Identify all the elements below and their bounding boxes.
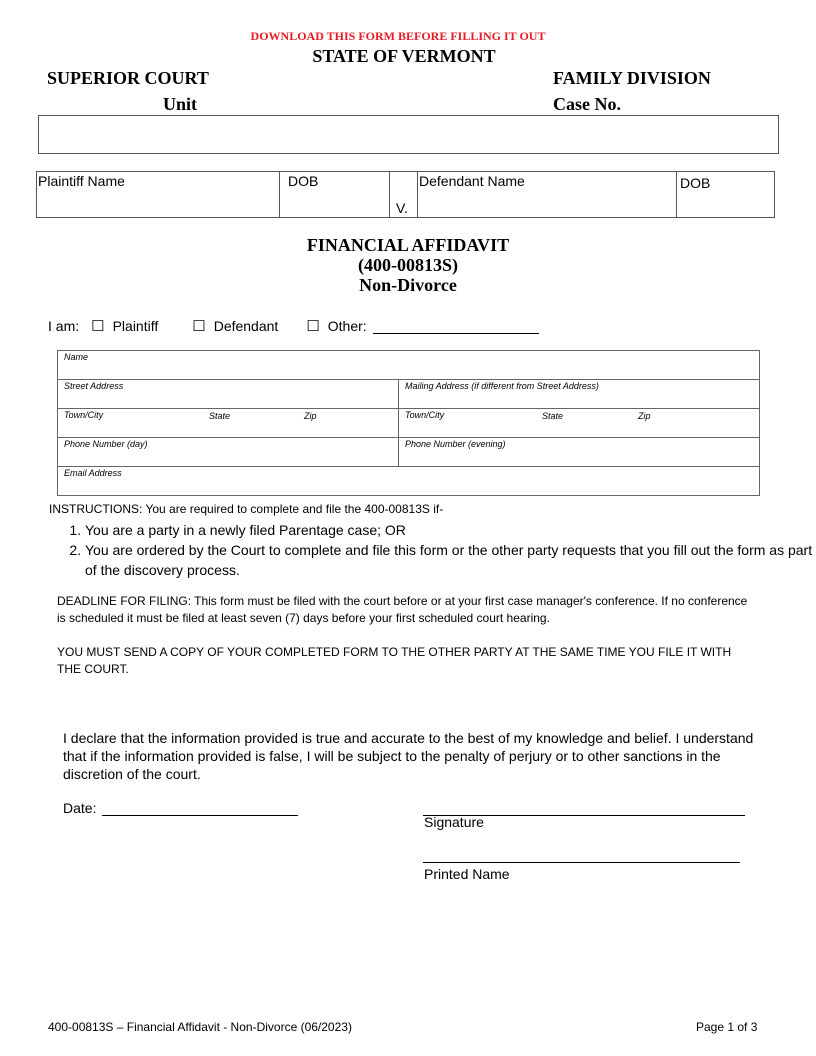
filing-deadline: DEADLINE FOR FILING: This form must be filed with the court before or at your first case manager's conference. If no conference is scheduled it must be filed at least seven (7) days before your first scheduled court hearing. <box>57 594 748 625</box>
phone-evening-field[interactable] <box>399 438 760 467</box>
name-field[interactable] <box>58 351 760 380</box>
plaintiff-name-field[interactable] <box>37 172 280 218</box>
versus-cell <box>390 172 418 218</box>
defendant-name-field[interactable] <box>418 172 677 218</box>
street-address-label: Street Address <box>64 381 124 391</box>
party-selector <box>48 317 539 335</box>
mailing-town-state-zip-field[interactable] <box>399 409 760 438</box>
street-zip-label: Zip <box>304 411 317 421</box>
other-checkbox[interactable]: ☐ <box>306 318 320 335</box>
email-field[interactable] <box>58 467 760 496</box>
instructions-list <box>47 520 816 580</box>
court-name: SUPERIOR COURT <box>47 68 209 88</box>
party-info-table <box>57 350 760 496</box>
plaintiff-dob-field[interactable] <box>280 172 390 218</box>
plaintiff-dob-label: DOB <box>288 173 319 189</box>
footer-form-id: 400-00813S – Financial Affidavit - Non-Divorce (06/2023) <box>48 1020 352 1034</box>
case-caption-table <box>36 171 775 218</box>
unit-label: Unit <box>163 94 198 114</box>
form-subtitle: Non-Divorce <box>359 275 457 295</box>
street-address-field[interactable] <box>58 380 399 409</box>
phone-day-field[interactable] <box>58 438 399 467</box>
street-state-label: State <box>209 411 231 421</box>
download-warning: DOWNLOAD THIS FORM BEFORE FILLING IT OUT <box>250 29 546 43</box>
plaintiff-name-label: Plaintiff Name <box>38 173 125 189</box>
other-input-line[interactable] <box>373 319 539 334</box>
state-heading: STATE OF VERMONT <box>312 46 496 66</box>
instructions-intro: INSTRUCTIONS: You are required to complete and file the 400-00813S if- <box>49 502 444 516</box>
case-no-label: Case No. <box>553 94 621 114</box>
defendant-option-label: Defendant <box>213 318 279 334</box>
plaintiff-checkbox[interactable]: ☐ <box>91 318 105 335</box>
email-label: Email Address <box>64 468 122 478</box>
mailing-town-label: Town/City <box>405 410 445 420</box>
name-label: Name <box>64 352 89 362</box>
phone-evening-label: Phone Number (evening) <box>405 439 506 449</box>
printed-name-label: Printed Name <box>424 866 510 882</box>
division-name: FAMILY DIVISION <box>553 68 711 88</box>
declaration-text: I declare that the information provided is true and accurate to the best of my knowledge and belief. I understand that if the information provided is false, I will be subject to the penalty of perjury or to other sanctions in the discretion of the court. <box>63 730 754 782</box>
plaintiff-option-label: Plaintiff <box>112 318 159 334</box>
date-row <box>63 800 298 816</box>
other-option[interactable] <box>306 317 538 335</box>
form-number: (400-00813S) <box>358 255 458 275</box>
instruction-item: 2. You are ordered by the Court to complete and file this form or the other party requests that you fill out the form as part of the discovery process. <box>85 540 816 580</box>
defendant-dob-field[interactable] <box>677 172 775 218</box>
unit-case-input-box[interactable] <box>38 115 779 154</box>
defendant-option[interactable] <box>192 317 278 335</box>
service-notice: YOU MUST SEND A COPY OF YOUR COMPLETED FORM TO THE OTHER PARTY AT THE SAME TIME YOU FILE IT WITH THE COURT. <box>57 645 732 676</box>
defendant-name-label: Defendant Name <box>419 173 525 189</box>
defendant-checkbox[interactable]: ☐ <box>192 318 206 335</box>
mailing-state-label: State <box>542 411 564 421</box>
footer-page-number: Page 1 of 3 <box>696 1020 758 1034</box>
street-town-state-zip-field[interactable] <box>58 409 399 438</box>
party-label: I am: <box>48 318 80 334</box>
other-option-label: Other: <box>327 318 367 334</box>
date-input-line[interactable] <box>102 801 298 816</box>
signature-label: Signature <box>424 814 484 830</box>
street-town-label: Town/City <box>64 410 104 420</box>
phone-day-label: Phone Number (day) <box>64 439 148 449</box>
defendant-dob-label: DOB <box>680 175 711 191</box>
mailing-zip-label: Zip <box>638 411 651 421</box>
date-label: Date: <box>63 800 97 816</box>
mailing-address-field[interactable] <box>399 380 760 409</box>
mailing-address-label: Mailing Address (if different from Street Address) <box>405 381 599 391</box>
form-title-line1: FINANCIAL AFFIDAVIT <box>306 235 510 255</box>
instruction-item: 1. You are a party in a newly filed Parentage case; OR <box>85 520 816 540</box>
versus-label: V. <box>396 200 408 216</box>
form-title <box>0 235 816 295</box>
printed-name-line[interactable] <box>423 862 740 863</box>
plaintiff-option[interactable] <box>91 317 158 335</box>
